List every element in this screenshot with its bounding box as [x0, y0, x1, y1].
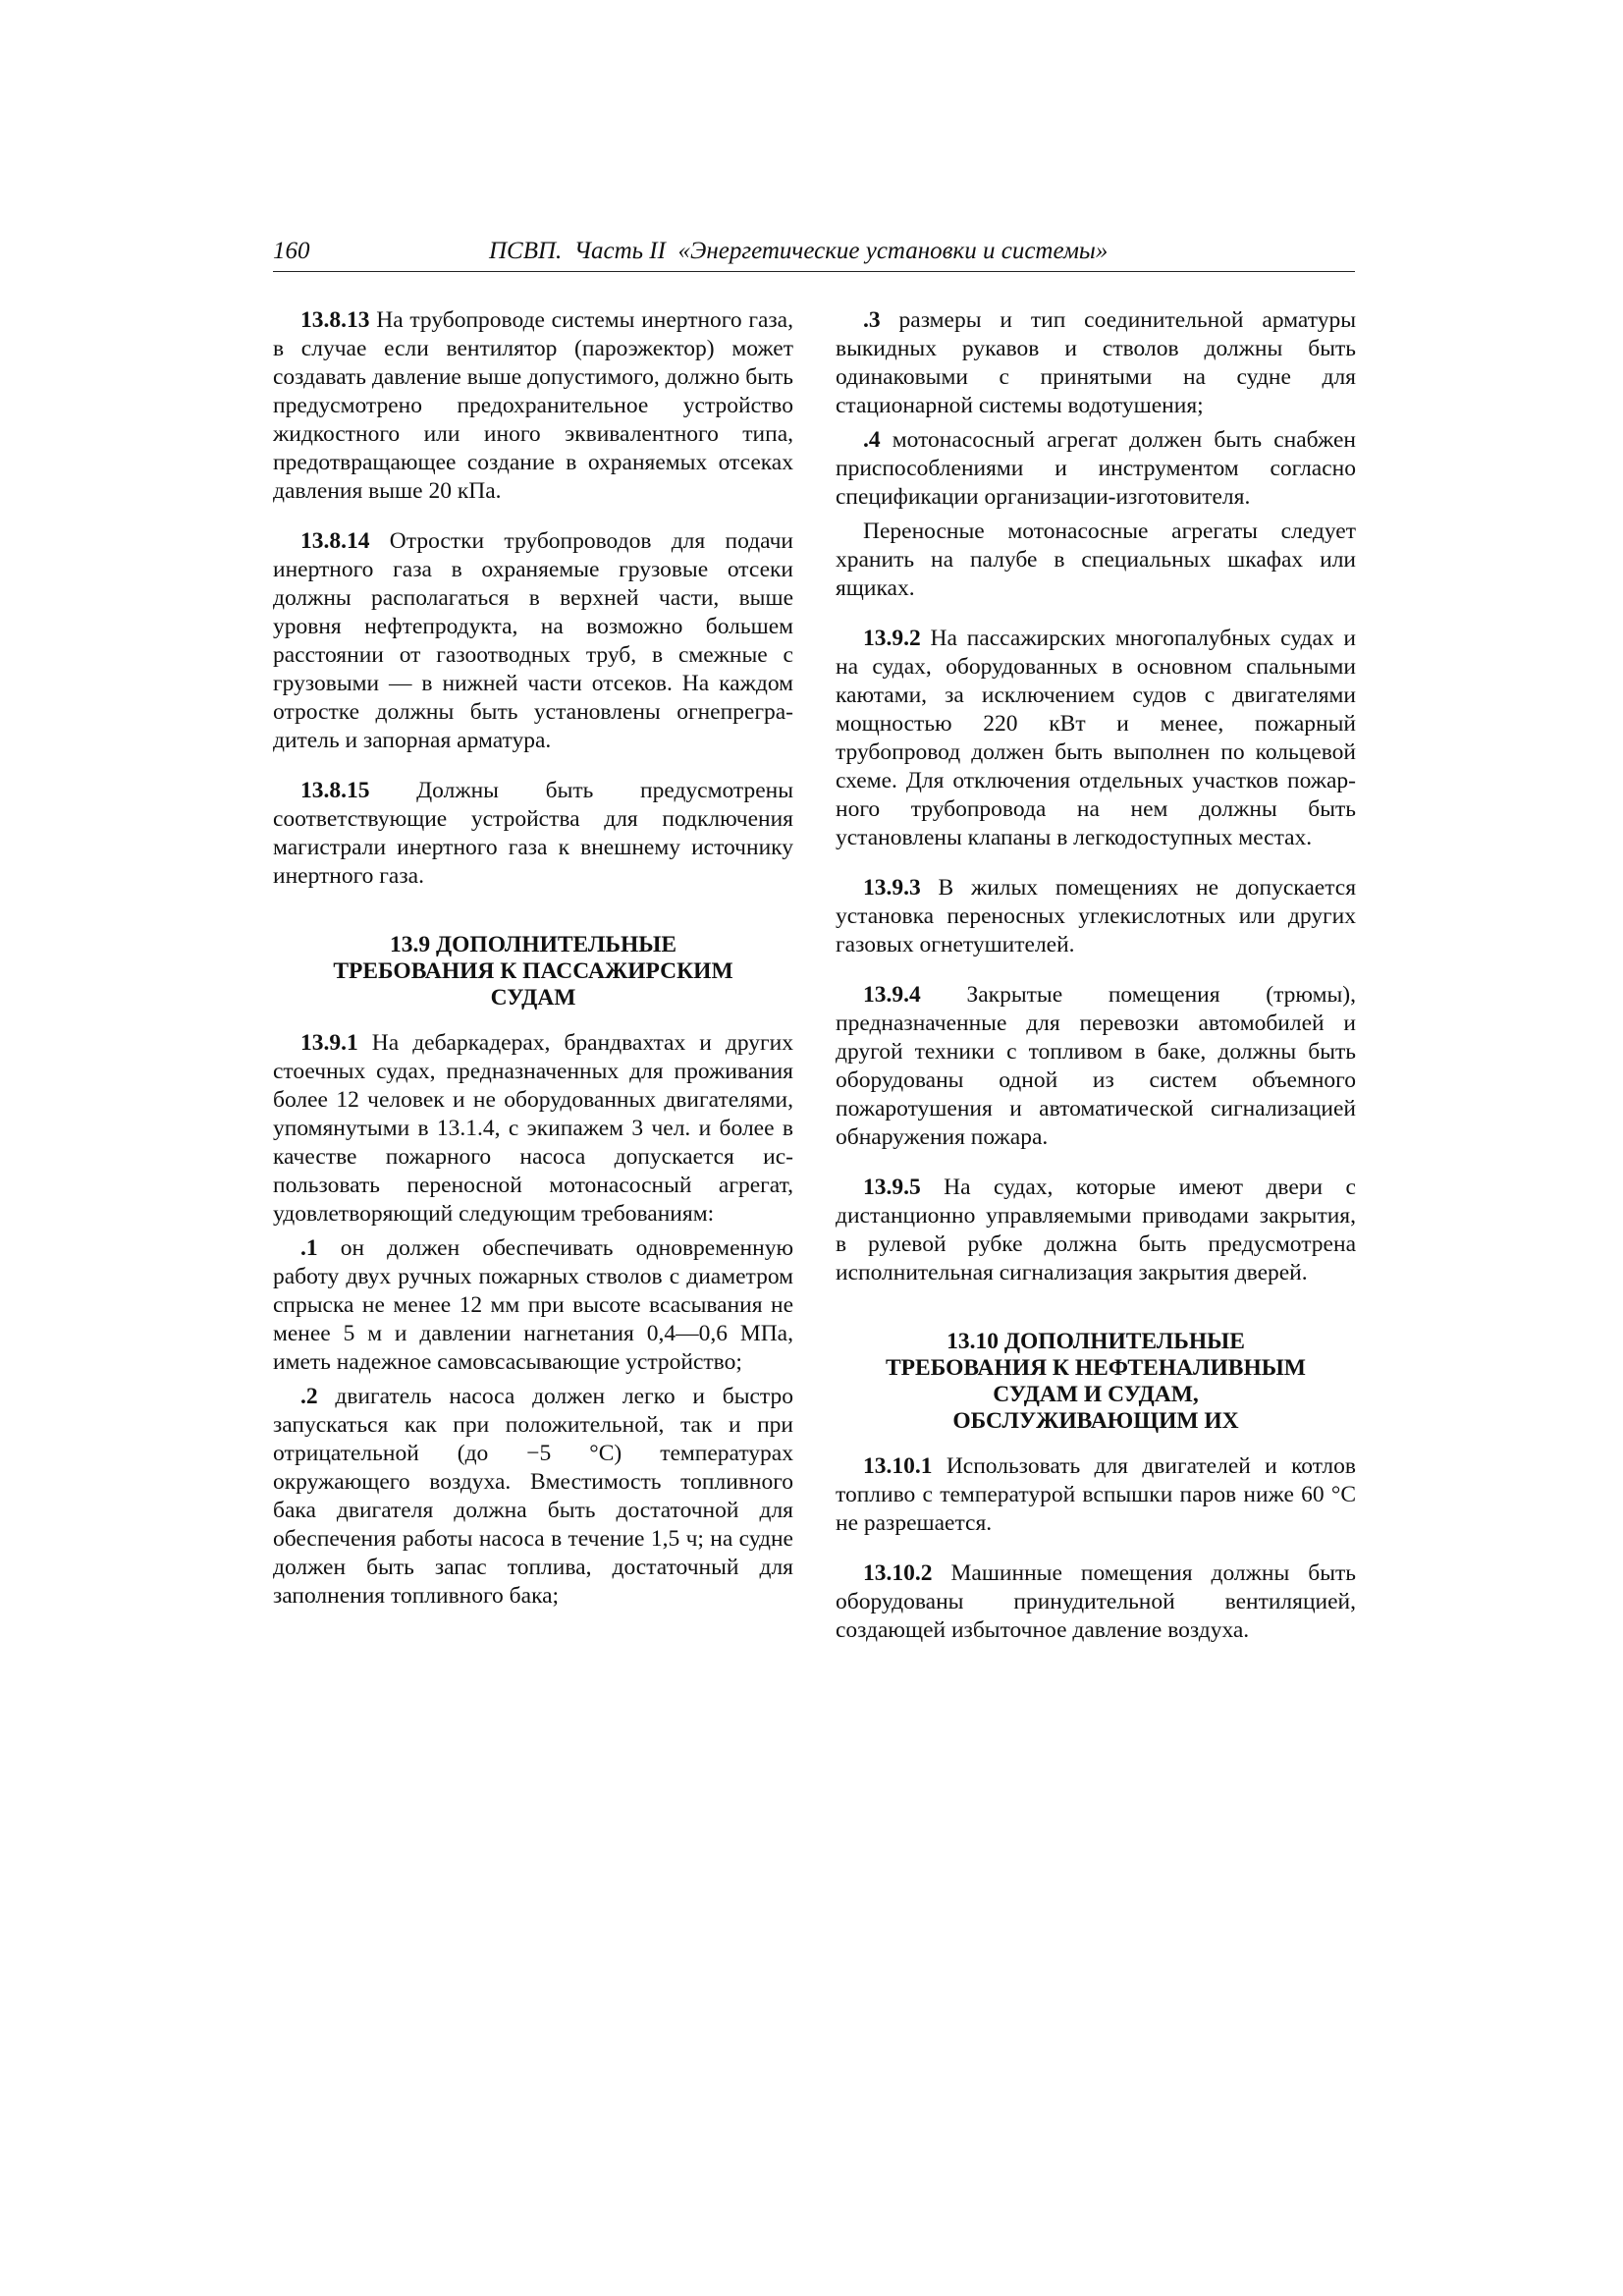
heading-line: СУДАМ И СУДАМ,: [993, 1382, 1199, 1407]
clause-number: 13.10.2: [863, 1560, 933, 1586]
paragraph-13-9-1: [273, 1029, 793, 1229]
clause-number: 13.8.14: [300, 528, 370, 554]
item-text: размеры и тип соединительной арматуры выкидных рукавов и стволов должны быть одинаковыми с принятыми на судне для стационарной системы водотушения;: [836, 307, 1356, 418]
page-number: 160: [273, 238, 310, 264]
item-number: .4: [863, 427, 881, 453]
clause-number: 13.8.13: [300, 307, 370, 333]
paragraph-13-9-4: [836, 981, 1356, 1152]
clause-text: На дебаркадерах, брандвахтах и других стоечных судах, предназначенных для проживания более 12 человек и не оборудованных двигателями, упомянутыми в 13.1.4, с экипажем 3 чел. и более в качестве пожарного насоса допускается использовать переносной мотонасосный агрегат, удовлетворяющий следующим требованиям:: [273, 1030, 793, 1227]
section-heading-13-9: [273, 932, 793, 1011]
clause-text: Отростки трубопроводов для подачи инертного газа в охраняемые грузовые отсеки должны располагаться в верхней части, выше уровня нефтепродукта, на возможно большем расстоянии от газоотводных труб, в смежные с грузовыми — в нижней части отсеков. На каждом отростке должны быть установлены огнепреградитель и запорная арматура.: [273, 528, 793, 753]
clause-number: 13.9.2: [863, 626, 921, 651]
item-number: .2: [300, 1384, 318, 1409]
page-header: [273, 236, 1355, 272]
heading-line: СУДАМ: [490, 985, 576, 1011]
paragraph-13-8-15: [273, 777, 793, 891]
right-column: [836, 306, 1356, 1645]
paragraph-13-9-1-item-2: [273, 1383, 793, 1611]
paragraph-storage-note: [836, 518, 1356, 603]
item-text: он должен обеспечивать одновременную работу двух ручных пожарных стволов с диаметром спрыска не менее 12 мм при высоте всасывания не менее 5 м и давлении нагнетания 0,4—0,6 МПа, иметь надежное самовсасывающие устройство;: [273, 1235, 793, 1375]
paragraph-13-9-3: [836, 874, 1356, 959]
section-heading-13-10: [836, 1329, 1356, 1435]
clause-text: На судах, которые имеют двери с дистанционно управляемыми приводами закрытия, в рулевой рубке должна быть предусмотрена исполнительная сигнализация закрытия дверей.: [836, 1175, 1356, 1285]
item-number: .3: [863, 307, 881, 333]
heading-line: 13.10 ДОПОЛНИТЕЛЬНЫЕ: [947, 1329, 1245, 1354]
item-text: двигатель насоса должен легко и быстро запускаться как при положительной, так и при отрицательной (до −5 °С) температурах окружающего воздуха. Вместимость топливного бака двигателя должна быть достаточной для обеспечения работы насоса в течение 1,5 ч; на судне должен быть запас топлива, достаточный для заполнения топливного бака;: [273, 1384, 793, 1609]
left-column: [273, 306, 793, 1611]
heading-line: 13.9 ДОПОЛНИТЕЛЬНЫЕ: [389, 932, 677, 957]
paragraph-13-9-2: [836, 625, 1356, 852]
item-number: .1: [300, 1235, 318, 1261]
paragraph-13-9-1-item-4: [836, 426, 1356, 512]
clause-number: 13.9.4: [863, 982, 921, 1008]
paragraph-13-8-14: [273, 527, 793, 755]
clause-number: 13.9.3: [863, 875, 921, 901]
clause-text: Машинные помещения должны быть оборудованы принудительной вентиляцией, создающей избыточное давление воздуха.: [836, 1560, 1356, 1643]
clause-text: Использовать для двигателей и котлов топливо с температурой вспышки паров ниже 60 °С не разрешается.: [836, 1453, 1356, 1536]
paragraph-13-9-1-item-3: [836, 306, 1356, 420]
paragraph-13-8-13: [273, 306, 793, 506]
clause-text: Закрытые помещения (трюмы), предназначенные для перевозки автомобилей и другой техники с топливом в баке, должны быть оборудованы одной из систем объемного пожаротушения и автоматической сигнализацией обнаружения пожара.: [836, 982, 1356, 1150]
paragraph-13-9-5: [836, 1174, 1356, 1287]
clause-text: На трубопроводе системы инертного газа, в случае если вентилятор (пароэжектор) может создавать давление выше допустимого, должно быть предусмотрено предохранительное устройство жидкостного или иного эквивалентного типа, предотвращающее создание в охраняемых отсеках давления выше 20 кПа.: [273, 307, 793, 504]
paragraph-text: Переносные мотонасосные агрегаты следует хранить на палубе в специальных шкафах или ящиках.: [836, 519, 1356, 601]
clause-number: 13.8.15: [300, 778, 370, 803]
paragraph-13-10-2: [836, 1559, 1356, 1645]
item-text: мотонасосный агрегат должен быть снабжен приспособлениями и инструментом согласно спецификации организации-изготовителя.: [836, 427, 1356, 510]
clause-number: 13.9.1: [300, 1030, 358, 1056]
heading-line: ОБСЛУЖИВАЮЩИМ ИХ: [952, 1408, 1239, 1434]
heading-line: ТРЕБОВАНИЯ К ПАССАЖИРСКИМ: [333, 958, 733, 984]
clause-number: 13.10.1: [863, 1453, 933, 1479]
running-title: ПСВП. Часть II «Энергетические установки и системы»: [489, 238, 1109, 264]
clause-text: В жилых помещениях не допускается установка переносных углекислотных или других газовых огнетушителей.: [836, 875, 1356, 957]
clause-number: 13.9.5: [863, 1175, 921, 1200]
paragraph-13-10-1: [836, 1452, 1356, 1538]
clause-text: Должны быть предусмотрены соответствующие устройства для подключения магистрали инертного газа к внешнему источнику инертного газа.: [273, 778, 793, 889]
paragraph-13-9-1-item-1: [273, 1234, 793, 1377]
heading-line: ТРЕБОВАНИЯ К НЕФТЕНАЛИВНЫМ: [886, 1355, 1306, 1381]
clause-text: На пассажирских многопалубных судах и на судах, оборудованных в основном спальными каютами, за исключением судов с двигателями мощностью 220 кВт и менее, пожарный трубопровод должен быть выполнен по кольцевой схеме. Для отключения отдельных участков пожарного трубопровода на нем должны быть установлены клапаны в легкодоступных местах.: [836, 626, 1356, 850]
